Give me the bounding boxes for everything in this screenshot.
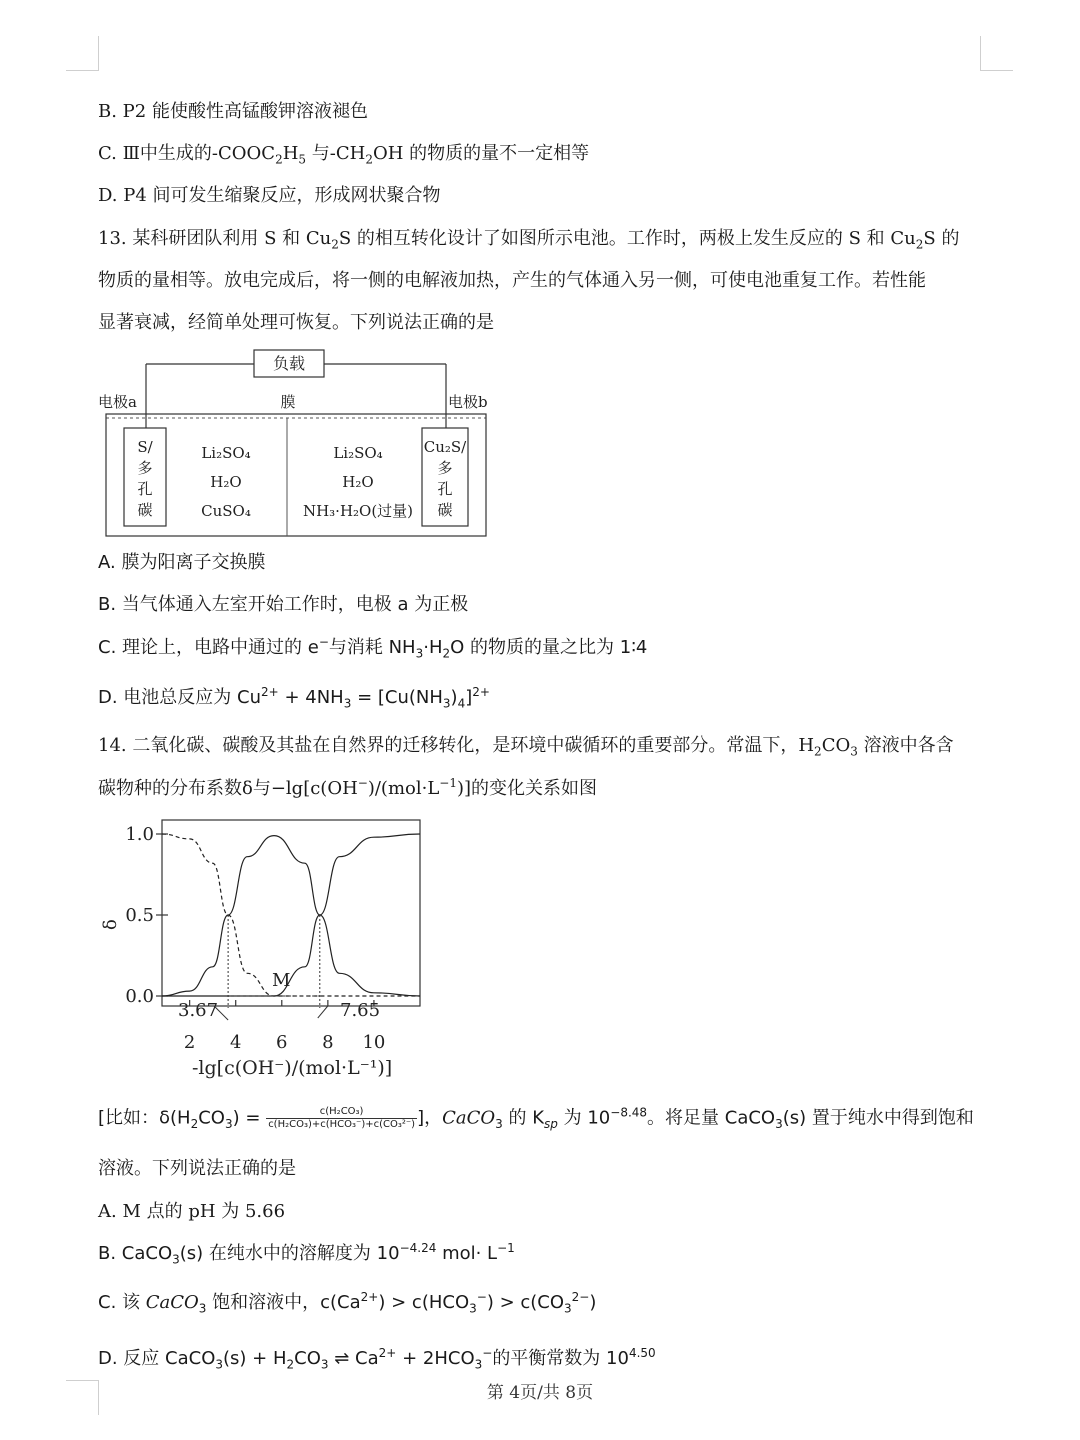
q14-option-a: A. M 点的 pH 为 5.66 <box>98 1201 286 1222</box>
q13-option-b: B. 当气体通入左室开始工作时，电极 a 为正极 <box>98 594 469 615</box>
x-tick-label: 10 <box>362 1032 386 1053</box>
series-line-1 <box>162 836 420 996</box>
q13-stem-line3: 显著衰减，经简单处理可恢复。下列说法正确的是 <box>98 312 494 333</box>
q14-stem-line3: 溶液。下列说法正确的是 <box>98 1158 296 1179</box>
q13-option-a: A. 膜为阳离子交换膜 <box>98 552 266 573</box>
crossing-label-1: 3.67 <box>178 1000 219 1021</box>
right-solution-label-0: Li₂SO₄ <box>333 444 383 462</box>
right-solution-label-1: H₂O <box>342 473 374 491</box>
y-axis-label: δ <box>100 919 121 930</box>
q14-option-c: C. 该 CaCO$_3$ 饱和溶液中，$c(Ca^{2+}) > c(HCO_3^-) > c(CO_3^{2-})$ <box>98 1290 597 1316</box>
y-tick-label: 1.0 <box>125 824 154 845</box>
q13-stem-line1: 13. 某科研团队利用 S 和 $Cu_2S$ 的相互转化设计了如图所示电池。工作时，两极上发生反应的 S 和 $Cu_2S$ 的 <box>98 228 960 252</box>
delta-fraction: $\frac{\text{c(H₂CO₃)}}{\text{c(H₂CO₃)+c(HCO₃⁻)+c(CO₃²⁻)}}$ <box>268 1106 416 1130</box>
q12-option-d: D. P4 间可发生缩聚反应，形成网状聚合物 <box>98 185 441 206</box>
crop-mark-top-left <box>66 36 99 71</box>
left-solution-label-2: CuSO₄ <box>201 502 251 520</box>
left-electrode-label-2: 孔 <box>137 480 153 498</box>
right-electrode-label-3: 碳 <box>437 501 453 519</box>
q14-stem-line1: 14. 二氧化碳、碳酸及其盐在自然界的迁移转化，是环境中碳循环的重要部分。常温下，$H_2CO_3$ 溶液中各含 <box>98 735 954 759</box>
q12-option-c: C. Ⅲ中生成的$-COOC_2H_5$ 与$-CH_2OH$ 的物质的量不一定相等 <box>98 143 590 167</box>
page-footer: 第 4页/共 8页 <box>486 1383 594 1403</box>
x-tick-label: 8 <box>322 1032 334 1053</box>
right-solution-label-2: NH₃·H₂O(过量) <box>302 502 414 520</box>
right-electrode-label-0: Cu₂S/ <box>423 438 467 456</box>
electrode-a-label: 电极a <box>98 393 137 411</box>
crop-mark-top-right <box>980 36 1013 71</box>
q12-option-b: B. P2 能使酸性高锰酸钾溶液褪色 <box>98 101 368 122</box>
left-solution-label-0: Li₂SO₄ <box>201 444 251 462</box>
q14-option-d: D. 反应 CaCO$_3$(s) + $H_2CO_3$ ⇌ $Ca^{2+} + 2HCO_3^-$的平衡常数为 $10^{4.50}$ <box>98 1346 656 1372</box>
y-tick-label: 0.0 <box>125 986 154 1007</box>
electrode-b-label: 电极b <box>448 393 488 411</box>
x-tick-label: 4 <box>229 1032 242 1053</box>
q13-option-d: D. 电池总反应为 $Cu^{2+} + 4NH_3 = [Cu(NH_3)_4]^{2+}$ <box>98 685 490 711</box>
series-line-2 <box>162 834 420 996</box>
distribution-chart <box>96 812 436 1087</box>
battery-diagram <box>96 344 496 540</box>
left-electrode-label-0: S/ <box>137 438 153 456</box>
load-label: 负载 <box>272 354 306 373</box>
x-tick-label: 2 <box>183 1032 196 1053</box>
right-electrode-label-1: 多 <box>437 459 453 477</box>
q14-option-b: B. CaCO$_3$(s) 在纯水中的溶解度为 $10^{-4.24}$ $mol\cdot L^{-1}$ <box>98 1241 515 1267</box>
q13-option-c: C. 理论上，电路中通过的 e−与消耗 $NH_3\cdot H_2O$ 的物质的量之比为 1∶4 <box>98 635 648 661</box>
left-solution-label-1: H₂O <box>210 473 242 491</box>
left-electrode-label-3: 碳 <box>137 501 153 519</box>
x-axis-label: -lg[c(OH⁻)/(mol·L⁻¹)] <box>192 1057 393 1079</box>
membrane-label: 膜 <box>280 393 296 411</box>
q14-stem-line2: 碳物种的分布系数δ与$-\lg[c(OH^-)/(mol\cdot L^{-1})]$的变化关系如图 <box>98 776 598 799</box>
left-electrode-label-1: 多 <box>137 459 153 477</box>
q13-stem-line2: 物质的量相等。放电完成后，将一侧的电解液加热，产生的气体通入另一侧，可使电池重复工作。若性能 <box>98 270 926 291</box>
crossing-label-2: 7.65 <box>340 1000 381 1021</box>
x-tick-label: 6 <box>276 1032 288 1053</box>
point-m-label: M <box>272 970 291 991</box>
series-line-0 <box>162 834 420 996</box>
q14-note: [比如：$\delta(H_2CO_3)$ = $\frac{\text{c(H₂CO₃)}}{\text{c(H₂CO₃)+c(HCO₃⁻)+c(CO₃²⁻)}}$ ]，CaCO$_3$ 的 $K_{sp}$ 为 $10^{-8.48}$。将足量 CaCO$_3$(s) 置于纯水中得到饱和 <box>98 1105 974 1132</box>
right-electrode-label-2: 孔 <box>437 480 453 498</box>
y-tick-label: 0.5 <box>125 905 154 926</box>
